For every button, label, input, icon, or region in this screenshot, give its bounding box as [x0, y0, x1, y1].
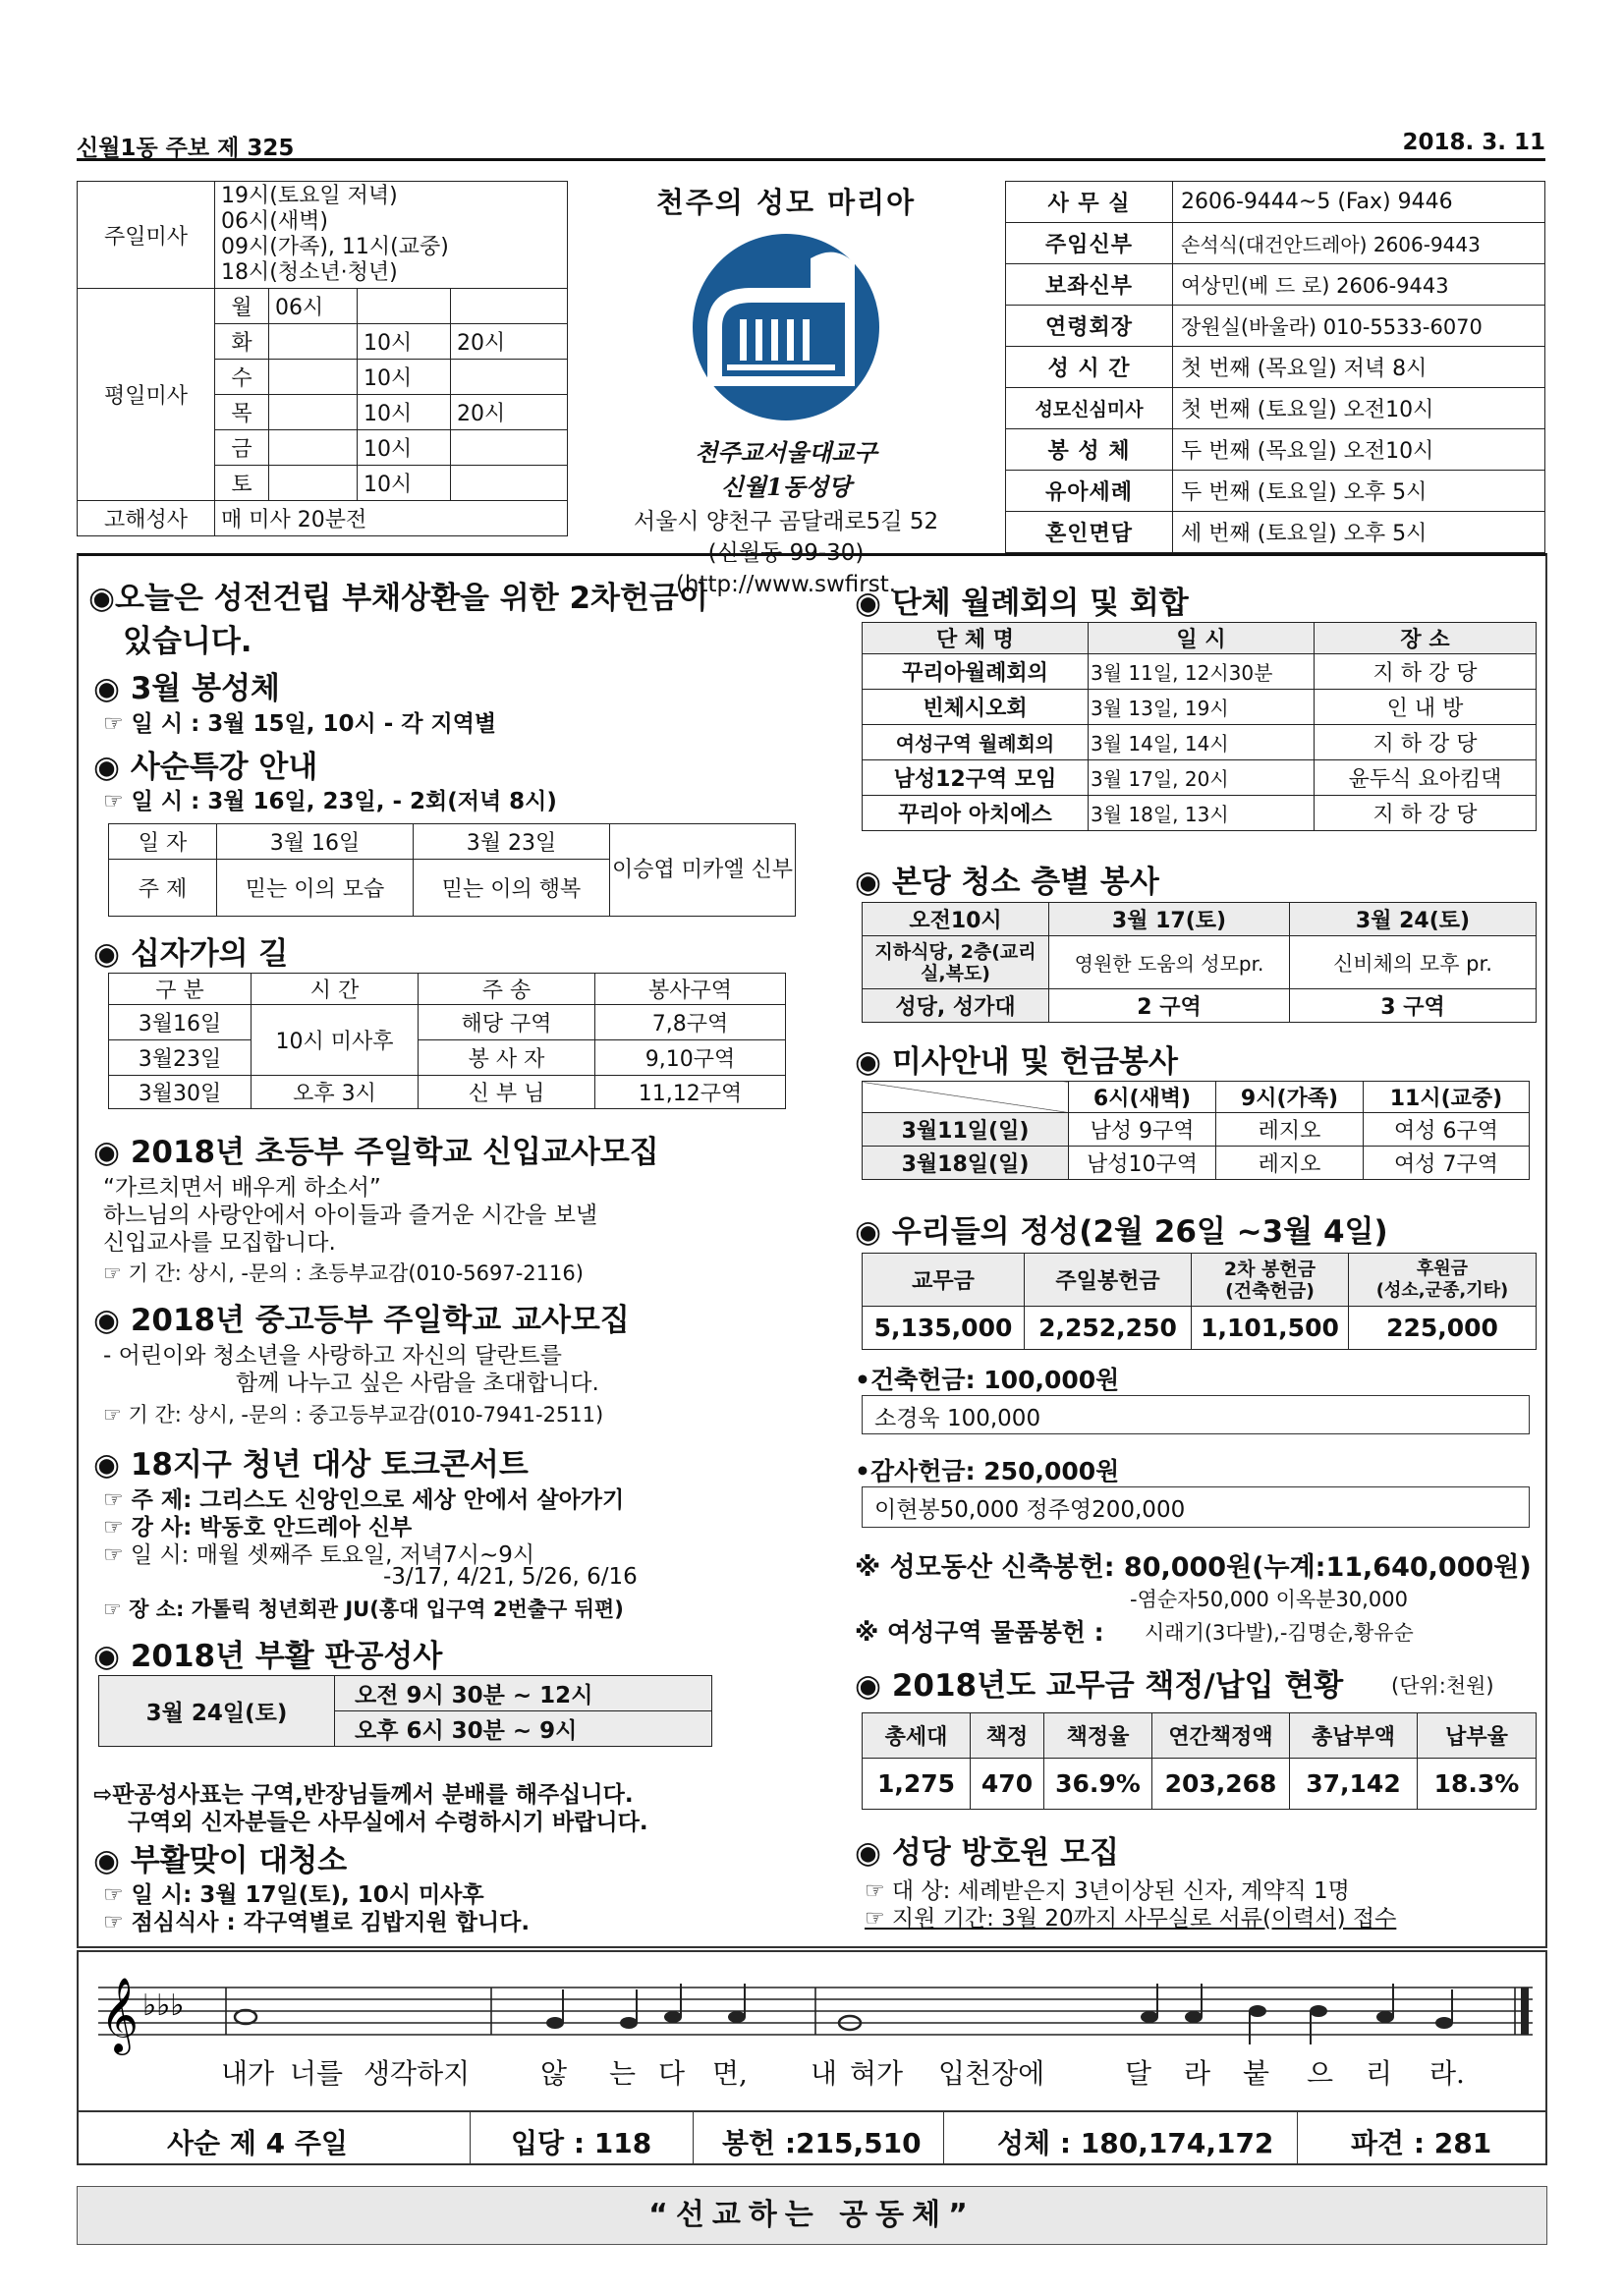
parish-address: 서울시 양천구 곰달래로5길 52 — [633, 509, 939, 534]
heading-cleaning-duty: ◉ 본당 청소 층별 봉사 — [855, 865, 1159, 900]
meetings-table: 단 체 명 일 시 장 소 꾸리아월례회의 3월 11일, 12시30분 지 하 강 당 빈체시오회 3월 13일, 19시 인 내 방 여성구역 월례회의 3월 14일, 14시 지 하 강 당 남성12구역 모임 3월 17일, 20시 윤두식 요아킴댁 꾸리아 아치에스 3월 18일, 13시 지 하 강 당 — [862, 622, 1537, 831]
heading-offerings: ◉ 우리들의 정성(2월 26일 ~3월 4일) — [855, 1214, 1388, 1250]
building-fund-donors: 소경욱 100,000 — [862, 1395, 1530, 1434]
offerings-table: 교무금 주일봉헌금 2차 봉헌금 (건축헌금) 후원금 (성소,군종,기타) 5,135,000 2,252,250 1,101,500 225,000 — [862, 1253, 1537, 1350]
thanks-offering-donors: 이현봉50,000 정주영200,000 — [862, 1486, 1530, 1528]
sunday-mass-times: 19시(토요일 저녁) 06시(새벽) 09시(가족), 11시(교중) 18시(청소년·청년) — [215, 182, 568, 289]
bulletin-header — [77, 130, 1545, 161]
communion-hymn: 성체 : 180,174,172 — [997, 2127, 1274, 2159]
issue-date: 2018. 3. 11 — [1402, 130, 1545, 155]
entrance-hymn: 입당 : 118 — [511, 2127, 652, 2159]
stations-table: 구 분 시 간 주 송 봉사구역 3월16일 10시 미사후 해당 구역 7,8구역 3월23일 봉 사 자 9,10구역 3월30일 오후 3시 신 부 님 11,12구역 — [108, 973, 786, 1109]
heading-talk-concert: ◉ 18지구 청년 대상 토크콘서트 — [93, 1447, 529, 1483]
parish-contact-table: 사 무 실 2606-9444~5 (Fax) 9446 주임신부 손석식(대건안드레아) 2606-9443 보좌신부 여상민(베 드 로) 2606-9443 연령회장 장원실(바울라) 010-5533-6070 성 시 간 첫 번째 (목요일) 저녁 8시 성모신심미사 첫 번째 (토요일) 오전10시 봉 성 체 두 번째 (목요일) 오전10시 유아세례 두 번째 (토요일) 오후 5시 혼인면담 세 번째 (토요일) 오후 5시 — [1005, 181, 1545, 553]
cleaning-table: 오전10시 3월 17(토) 3월 24(토) 지하식당, 2층(교리실,복도) 영원한 도움의 성모pr. 신비체의 모후 pr. 성당, 성가대 2 구역 3 구역 — [862, 902, 1537, 1023]
parish-script-name: 천주교서울대교구 — [695, 438, 877, 467]
heading-mass-service: ◉ 미사안내 및 헌금봉사 — [855, 1044, 1178, 1080]
hymn-score — [77, 1950, 1547, 2112]
heading-tithe-status: ◉ 2018년도 교무금 책정/납입 현황 — [855, 1668, 1344, 1704]
offertory-hymn: 봉헌 :215,510 — [722, 2127, 922, 2159]
notice-second-collection: ◉오늘은 성전건립 부채상환을 위한 2차헌금이 — [88, 581, 708, 616]
tithe-table: 총세대 책정 책정율 연간책정액 총납부액 납부율 1,275 470 36.9% 203,268 37,142 18.3% — [862, 1712, 1537, 1810]
mass-order-bar — [77, 2112, 1547, 2165]
heading-easter-cleaning: ◉ 부활맞이 대청소 — [93, 1843, 348, 1878]
issue-number: 신월1동 주보 제 325 — [77, 136, 295, 161]
heading-lent-lecture: ◉ 사순특강 안내 — [93, 750, 318, 785]
heading-elementary-teachers: ◉ 2018년 초등부 주일학교 신입교사모집 — [93, 1135, 659, 1170]
heading-highschool-teachers: ◉ 2018년 중고등부 주일학교 교사모집 — [93, 1303, 630, 1338]
hymn-lyrics: 내가 너를 생각하지 않 는 다 면, 내 혀가 입천장에 달 라 붙 으 리 라. — [221, 2057, 1465, 2090]
building-fund-total: •건축헌금: 100,000원 — [855, 1366, 1120, 1394]
heading-security-guard: ◉ 성당 방호원 모집 — [855, 1835, 1120, 1871]
parish-motto: “선교하는 공동체” — [77, 2186, 1547, 2245]
weekday-mass-label: 평일미사 — [78, 289, 215, 501]
mass-schedule-table: 주일미사 19시(토요일 저녁) 06시(새벽) 09시(가족), 11시(교중) 18시(청소년·청년) 평일미사 월 06시 화 10시 20시 수 10시 목 10시 20시 금 10시 토 10시 고해성사 매 미사 20분전 — [77, 181, 568, 536]
recessional-hymn: 파견 : 281 — [1351, 2127, 1492, 2159]
confession-time: 매 미사 20분전 — [215, 501, 568, 536]
confession-schedule-table: 3월 24일(토) 오전 9시 30분 ~ 12시 오후 6시 30분 ~ 9시 — [98, 1675, 712, 1747]
heading-communion-sick: ◉ 3월 봉성체 — [93, 671, 280, 706]
lent-lecture-table: 일 자 3월 16일 3월 23일 이승엽 미카엘 신부 주 제 믿는 이의 모습 믿는 이의 행복 — [108, 823, 796, 917]
svg-text:𝄞: 𝄞 — [100, 1977, 140, 2052]
parish-block — [580, 181, 992, 600]
parish-address-old: (신월동 99-30) — [707, 540, 865, 566]
confession-label: 고해성사 — [78, 501, 215, 536]
thanks-offering-total: •감사헌금: 250,000원 — [855, 1457, 1120, 1485]
heading-easter-confession: ◉ 2018년 부활 판공성사 — [93, 1639, 443, 1674]
liturgical-week: 사순 제 4 주일 — [167, 2127, 348, 2159]
music-staff-icon — [79, 1960, 1549, 2058]
sunday-mass-label: 주일미사 — [78, 182, 215, 289]
parish-website[interactable]: (http://www.swfirst. — [675, 572, 897, 597]
parish-title: 천주의 성모 마리아 — [655, 186, 917, 219]
heading-group-meetings: ◉ 단체 월례회의 및 회합 — [855, 586, 1189, 621]
heading-stations-cross: ◉ 십자가의 길 — [93, 936, 289, 972]
mass-service-table: 6시(새벽) 9시(가족) 11시(교중) 3월11일(일) 남성 9구역 레지오 여성 6구역 3월18일(일) 남성10구역 레지오 여성 7구역 — [862, 1081, 1530, 1180]
svg-text:♭♭♭: ♭♭♭ — [142, 1988, 185, 2023]
parish-script-church: 신월1동성당 — [720, 473, 852, 501]
parish-logo-icon — [663, 229, 909, 425]
